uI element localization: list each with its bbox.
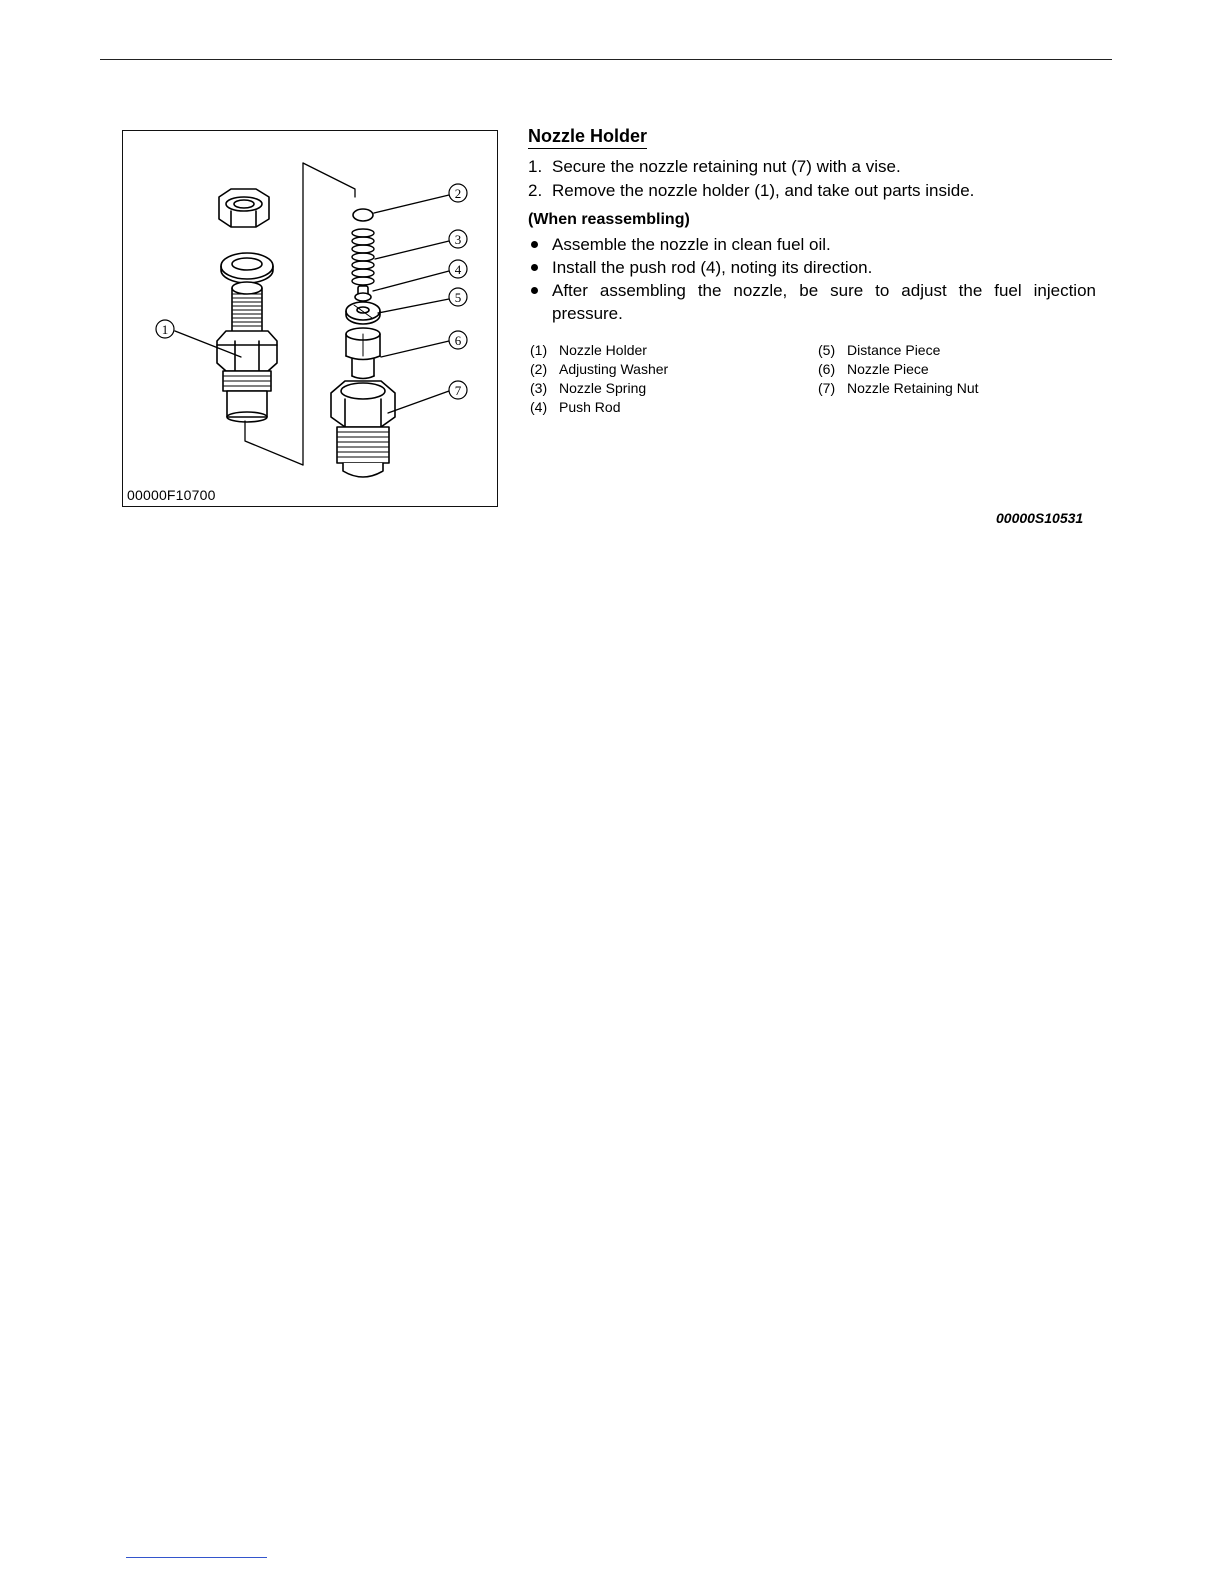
legend-number: (6)	[818, 361, 836, 377]
step-list	[528, 155, 1096, 203]
lock-nut-drawing	[219, 189, 269, 227]
bullet-list	[528, 233, 1096, 325]
legend-label: Nozzle Piece	[847, 361, 929, 377]
legend-label: Nozzle Retaining Nut	[847, 380, 979, 396]
step-item	[528, 179, 1096, 203]
retaining-nut-drawing	[331, 381, 395, 477]
bullet-dot-icon	[528, 279, 552, 325]
bullet-text: Assemble the nozzle in clean fuel oil.	[552, 235, 831, 254]
adjusting-washer-drawing	[353, 209, 373, 221]
callout-1-label: 1	[161, 322, 169, 337]
legend-number: (7)	[818, 380, 836, 396]
reassembling-heading: (When reassembling)	[528, 211, 690, 228]
step-number: 1.	[528, 157, 543, 176]
nozzle-piece-drawing	[346, 328, 380, 379]
callout-4-label: 4	[454, 262, 462, 277]
step-item	[528, 155, 1096, 179]
callout-5-label: 5	[454, 290, 462, 305]
legend-label: Nozzle Spring	[559, 380, 647, 396]
distance-piece-drawing	[346, 302, 380, 324]
legend-item	[818, 379, 979, 398]
section-title: Nozzle Holder	[528, 126, 647, 149]
step-number: 2.	[528, 181, 543, 200]
callout-circles	[156, 184, 467, 399]
step-text: Remove the nozzle holder (1), and take out parts inside.	[552, 181, 975, 200]
bullet-item	[528, 279, 1096, 325]
bullet-dot-icon	[528, 256, 552, 279]
document-code: 00000S10531	[996, 510, 1084, 526]
legend-number: (3)	[530, 380, 548, 396]
bottom-link-rule[interactable]	[126, 1557, 267, 1558]
legend-number: (1)	[530, 342, 548, 358]
legend-item	[818, 341, 979, 360]
callout-7-label: 7	[454, 383, 462, 398]
legend-label: Push Rod	[559, 399, 621, 415]
legend-label: Adjusting Washer	[559, 361, 669, 377]
instruction-text	[528, 126, 1096, 325]
legend-item	[530, 398, 668, 417]
legend-number: (5)	[818, 342, 836, 358]
legend-column-right	[818, 341, 979, 398]
legend-number: (2)	[530, 361, 548, 377]
legend-item	[818, 360, 979, 379]
step-text: Secure the nozzle retaining nut (7) with a vise.	[552, 157, 901, 176]
nozzle-spring-drawing	[352, 229, 374, 285]
callout-leaders	[175, 195, 449, 413]
figure-code: 00000F10700	[127, 487, 216, 503]
exploded-view-figure	[122, 130, 498, 507]
legend-number: (4)	[530, 399, 548, 415]
legend-item	[530, 341, 668, 360]
bullet-item	[528, 256, 1096, 279]
legend-item	[530, 360, 668, 379]
bullet-dot-icon	[528, 233, 552, 256]
callout-6-label: 6	[454, 333, 462, 348]
legend-column-left	[530, 341, 668, 417]
push-rod-drawing	[355, 286, 371, 301]
legend-label: Distance Piece	[847, 342, 941, 358]
nozzle-exploded-diagram	[123, 131, 497, 506]
bullet-item	[528, 233, 1096, 256]
bullet-text: Install the push rod (4), noting its direction.	[552, 258, 873, 277]
callout-2-label: 2	[454, 186, 462, 201]
legend-label: Nozzle Holder	[559, 342, 647, 358]
bullet-text: After assembling the nozzle, be sure to adjust the fuel injection pressure.	[552, 281, 1096, 323]
callout-3-label: 3	[454, 232, 462, 247]
legend-item	[530, 379, 668, 398]
nozzle-holder-drawing	[217, 282, 277, 422]
top-rule	[100, 59, 1112, 60]
washer-ring-drawing	[221, 253, 273, 283]
